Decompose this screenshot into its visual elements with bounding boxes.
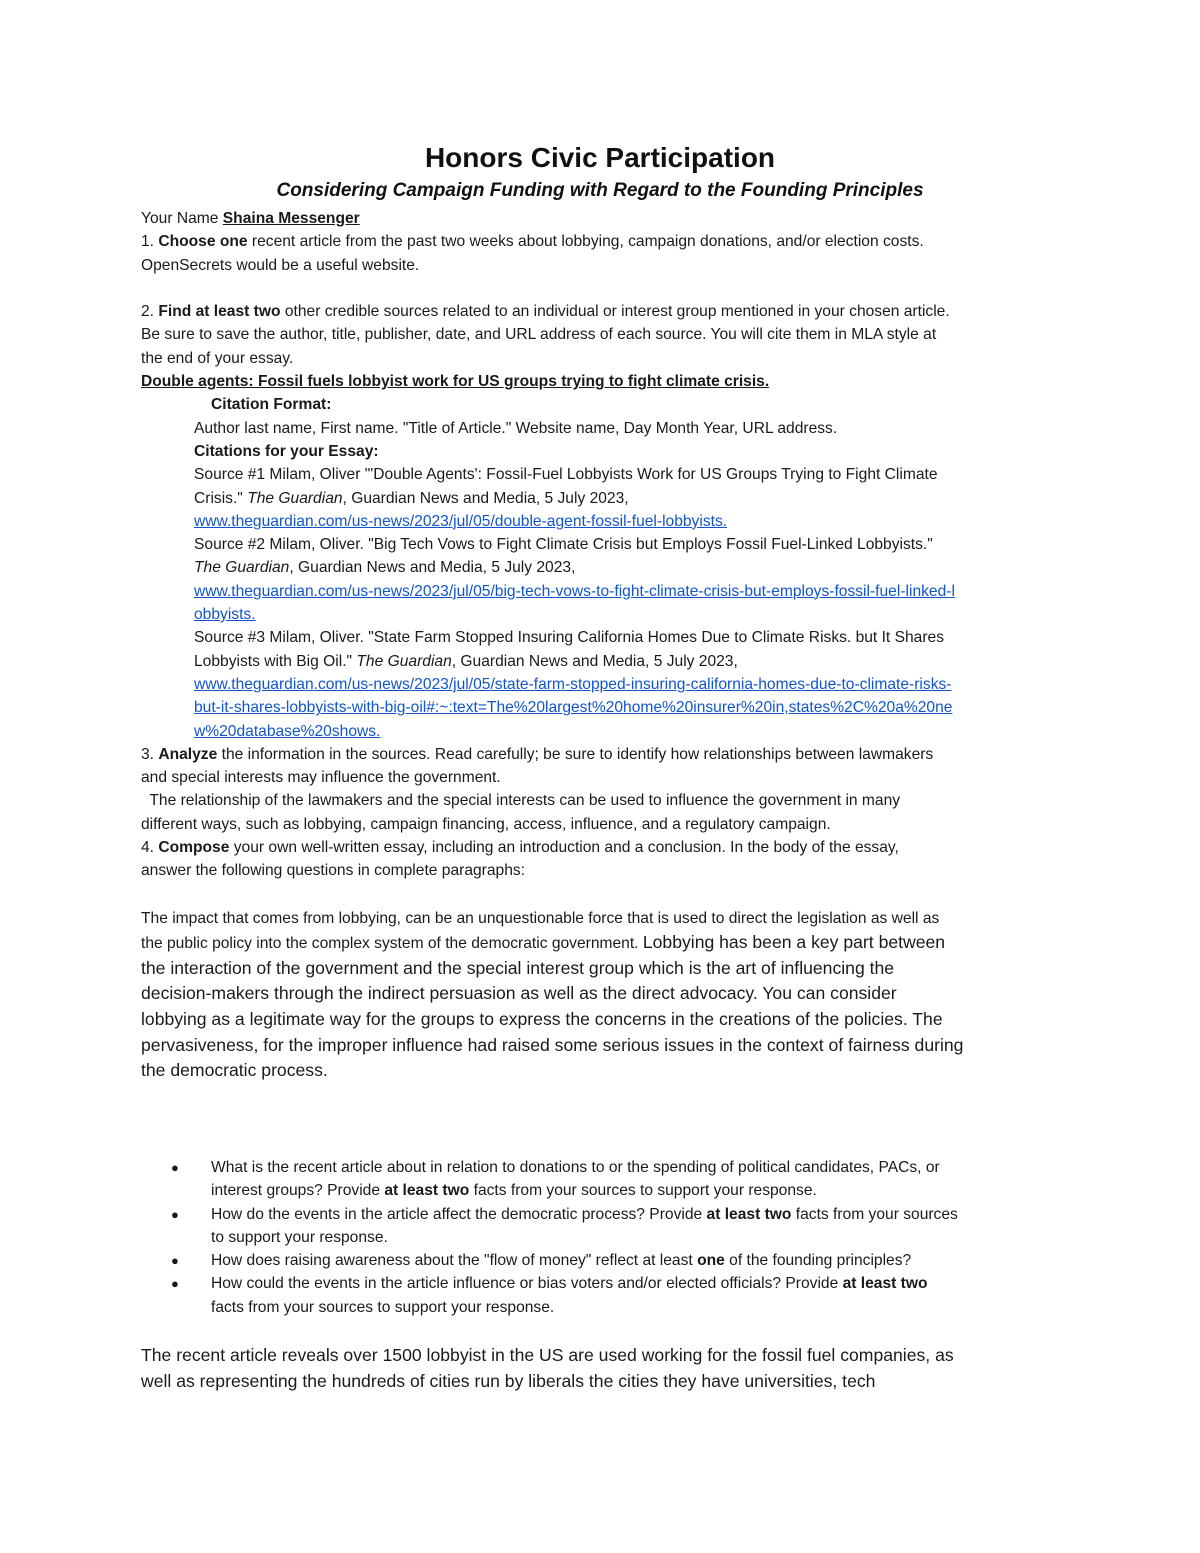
source1-publication: The Guardian [247,489,343,507]
step3-text: the information in the sources. Read carefully; be sure to identify how relationships between lawmakers [217,745,934,763]
source3-publisher: , Guardian News and Media, 5 July 2023, [451,652,738,670]
question2-emphasis: at least two [706,1205,792,1223]
list-item [141,1156,1081,1203]
bullet-icon: ● [171,1206,179,1222]
bullet-icon: ● [171,1276,179,1292]
source2-publisher: , Guardian News and Media, 5 July 2023, [289,559,576,577]
step3-answer-line1: The relationship of the lawmakers and the special interests can be used to influence the government in many [141,792,901,810]
source1-publisher: , Guardian News and Media, 5 July 2023, [342,489,629,507]
step3-keyword: Analyze [158,745,218,763]
step2-line1 [141,300,1061,323]
essay1-line4: decision-makers through the indirect persuasion as well as the direct advocacy. You can consider [141,983,897,1004]
step4-line1 [141,836,1061,859]
step4-line2: answer the following questions in complete paragraphs: [141,862,526,880]
list-item [141,1272,1081,1319]
essay-paragraph-1 [141,907,1061,1084]
step3-number: 3. [141,745,159,763]
document-subtitle: Considering Campaign Funding with Regard to the Founding Principles [276,180,924,201]
blank-line [141,277,1061,300]
essay1-line2 [141,930,1061,956]
step1-number: 1. [141,233,159,251]
bullet-icon: ● [171,1160,179,1175]
source1-line2 [141,487,1061,510]
question3-text-end: of the founding principles? [724,1252,912,1270]
step2-text: other credible sources related to an individual or interest group mentioned in your chosen article. [280,303,950,321]
essay1-line7: the democratic process. [141,1060,328,1081]
source3-url-line2 [141,696,1061,719]
list-item [141,1249,1081,1272]
source2-url-line2 [141,603,1061,626]
step4-text: your own well-written essay, including an introduction and a conclusion. In the body of the essay, [229,839,899,857]
name-label: Your Name [141,210,223,227]
source3-url-line3 [141,720,1061,743]
step3-answer-line2: different ways, such as lobbying, campaign financing, access, influence, and a regulatory campaign. [141,815,831,833]
question2-line2: to support your response. [211,1228,388,1246]
source1-title-end: Crisis." [194,489,248,507]
step1-keyword: Choose one [158,233,248,251]
question4-line2: facts from your sources to support your response. [211,1298,555,1316]
source2-publication: The Guardian [194,559,290,577]
question1-text: interest groups? Provide [211,1182,385,1200]
step2-number: 2. [141,303,159,321]
essay-questions-list [141,1156,1081,1319]
essay1-line2-start: the public policy into the complex system of the democratic government. [141,935,643,953]
chosen-article-title: Double agents: Fossil fuels lobbyist work for US groups trying to fight climate crisis. [141,373,770,391]
document-title: Honors Civic Participation [424,142,776,173]
question2-text-end: facts from your sources [791,1205,958,1223]
source2-url-link[interactable]: www.theguardian.com/us-news/2023/jul/05/big-tech-vows-to-fight-climate-crisis-but-employs-fossil-fuel-linked-l [194,582,955,600]
source3-line1: Source #3 Milam, Oliver. "State Farm Stopped Insuring California Homes Due to Climate Risks. but It Shares [194,629,945,647]
essay1-line3: the interaction of the government and the special interest group which is the art of influencing the [141,957,895,978]
question1-line2 [211,1179,1081,1202]
source1-url-line [141,510,1061,533]
source3-url-line1 [141,673,1061,696]
bullet-icon: ● [171,1253,179,1269]
list-item [141,1203,1081,1250]
question4-emphasis: at least two [842,1275,928,1293]
step2-line2: Be sure to save the author, title, publisher, date, and URL address of each source. You will cite them in MLA style at [141,326,937,344]
citation-format-text: Author last name, First name. "Title of Article." Website name, Day Month Year, URL address. [194,419,838,437]
source3-url-link-cont[interactable]: but-it-shares-lobbyists-with-big-oil#:~:text=The%20largest%20home%20insurer%20in,states%2C%20a%20ne [194,699,953,717]
source3-publication: The Guardian [356,652,452,670]
essay1-line1: The impact that comes from lobbying, can be an unquestionable force that is used to direct the legislation as well as [141,910,940,927]
step4-keyword: Compose [158,839,230,857]
question1-text-end: facts from your sources to support your response. [469,1182,817,1200]
citation-format-label: Citation Format: [211,396,332,414]
student-name: Shaina Messenger [222,210,360,227]
source3-title-end: Lobbyists with Big Oil." [194,652,357,670]
question3-text: How does raising awareness about the "flow of money" reflect at least [211,1252,698,1270]
step2-line3: the end of your essay. [141,349,294,367]
source1-line1: Source #1 Milam, Oliver "'Double Agents': Fossil-Fuel Lobbyists Work for US Groups Trying to Fight Climate [194,466,938,484]
source2-line2 [141,556,1061,579]
source3-line2 [141,650,1061,673]
source2-line1: Source #2 Milam, Oliver. "Big Tech Vows to Fight Climate Crisis but Employs Fossil Fuel-Linked Lobbyists." [194,536,933,554]
name-line [141,207,1061,230]
question3-line1 [211,1249,1081,1272]
source2-url-line1 [141,580,1061,603]
source1-url-link[interactable]: www.theguardian.com/us-news/2023/jul/05/double-agent-fossil-fuel-lobbyists. [194,512,728,530]
question4-line1 [211,1272,1081,1295]
essay1-line2-end: Lobbying has been a key part between [642,932,946,953]
essay2-line2: well as representing the hundreds of cities run by liberals the cities they have universities, tech [141,1370,876,1391]
question1-line1: What is the recent article about in relation to donations to or the spending of political candidates, PACs, or [211,1159,940,1176]
essay-paragraph-2 [141,1343,1081,1394]
step4-number: 4. [141,839,159,857]
step3-line1 [141,743,1061,766]
question1-emphasis: at least two [384,1182,470,1200]
step1-text: recent article from the past two weeks about lobbying, campaign donations, and/or election costs. [247,233,924,251]
citations-label: Citations for your Essay: [194,442,379,460]
question4-text: How could the events in the article influence or bias voters and/or elected officials? Provide [211,1275,843,1293]
question2-line1 [211,1203,1081,1226]
step1-line2: OpenSecrets would be a useful website. [141,256,420,274]
question2-text: How do the events in the article affect the democratic process? Provide [211,1205,707,1223]
step1-line1 [141,230,1061,253]
step2-keyword: Find at least two [158,303,281,321]
source2-url-link-cont[interactable]: obbyists. [194,606,256,624]
question3-emphasis: one [697,1252,725,1270]
source3-url-link[interactable]: www.theguardian.com/us-news/2023/jul/05/state-farm-stopped-insuring-california-homes-due-to-climate-risks- [194,675,952,693]
essay1-line6: pervasiveness, for the improper influence had raised some serious issues in the context of fairness during [141,1034,964,1055]
essay2-line1: The recent article reveals over 1500 lobbyist in the US are used working for the fossil fuel companies, as [141,1345,954,1365]
essay1-line5: lobbying as a legitimate way for the groups to express the concerns in the creations of the policies. The [141,1009,943,1030]
step3-line2: and special interests may influence the government. [141,769,501,787]
assignment-instructions [141,207,1061,883]
source3-url-link-end[interactable]: w%20database%20shows. [194,722,381,740]
